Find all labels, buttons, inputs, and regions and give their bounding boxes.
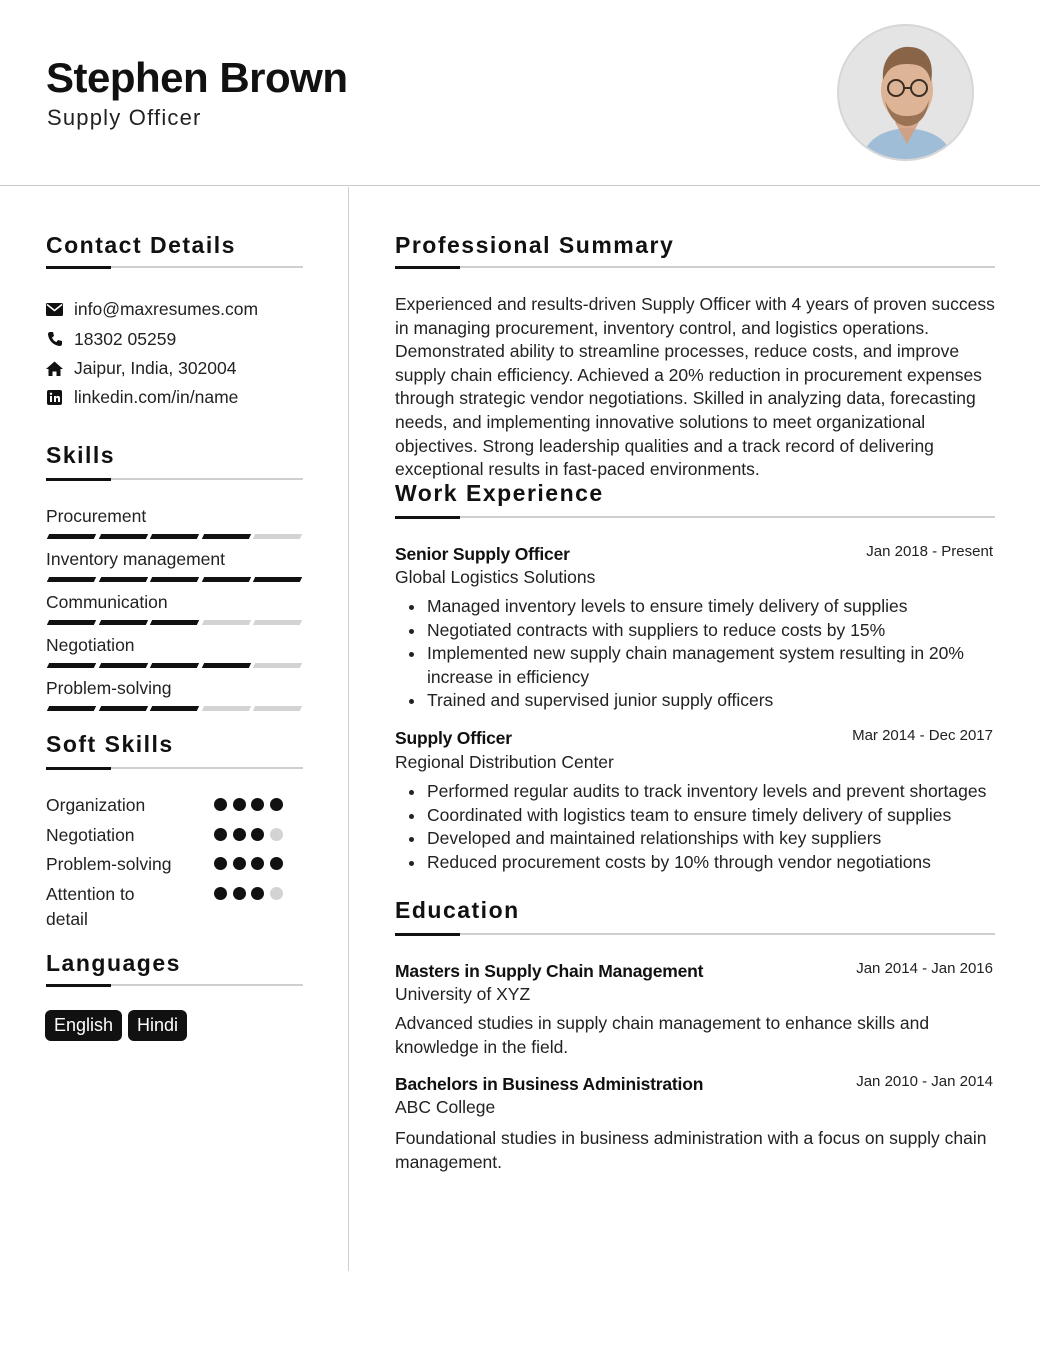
soft-skill-name: Problem-solving — [46, 854, 172, 874]
skill-segment-filled — [201, 534, 250, 539]
job-organization: Global Logistics Solutions — [395, 567, 596, 587]
languages-title: Languages — [46, 950, 181, 976]
rating-dot-empty — [270, 828, 283, 841]
soft-skills-section-heading — [46, 731, 303, 771]
rating-dot-filled — [270, 798, 283, 811]
rating-dot-filled — [233, 798, 246, 811]
skill-segment-filled — [98, 577, 147, 582]
skill-segment-filled — [47, 577, 96, 582]
candidate-name: Stephen Brown — [46, 54, 348, 101]
profile-photo — [837, 24, 974, 161]
section-rule-accent — [395, 933, 460, 936]
skill-segment-filled — [150, 534, 199, 539]
job-date: Mar 2014 - Dec 2017 — [852, 727, 993, 744]
summary-section-heading — [395, 232, 995, 272]
soft-skill-name: Organization — [46, 795, 146, 815]
skill-segment-filled — [98, 663, 147, 668]
degree-date: Jan 2010 - Jan 2014 — [856, 1073, 993, 1090]
rating-dot-filled — [251, 798, 264, 811]
skill-segment-empty — [201, 620, 250, 625]
skill-segment-filled — [98, 706, 147, 711]
job-organization: Regional Distribution Center — [395, 752, 614, 772]
linkedin-icon — [46, 389, 63, 406]
skill-level-bar — [46, 577, 302, 583]
rating-dot-filled — [214, 857, 227, 870]
contact-address-text: Jaipur, India, 302004 — [74, 357, 237, 378]
section-rule-accent — [395, 516, 460, 519]
job-title: Supply Officer — [395, 728, 512, 748]
skill-name: Communication — [46, 592, 168, 612]
school-name: University of XYZ — [395, 984, 531, 1004]
rating-dot-filled — [214, 798, 227, 811]
home-icon — [46, 360, 63, 377]
column-divider — [348, 187, 349, 1271]
rating-dot-filled — [233, 857, 246, 870]
soft-skills-title: Soft Skills — [46, 731, 174, 757]
language-badge: Hindi — [128, 1010, 187, 1041]
skill-level-bar — [46, 620, 302, 626]
rating-dot-empty — [270, 887, 283, 900]
job-bullets — [427, 595, 999, 713]
rating-dot-filled — [251, 857, 264, 870]
skill-name: Negotiation — [46, 635, 135, 655]
person-avatar-icon — [839, 26, 974, 161]
job-bullet: Developed and maintained relationships with key suppliers — [427, 827, 999, 851]
job-bullet: Trained and supervised junior supply officers — [427, 689, 999, 713]
skill-level-bar — [46, 706, 302, 712]
phone-icon — [46, 331, 63, 348]
skill-segment-empty — [201, 706, 250, 711]
contact-phone[interactable] — [46, 328, 176, 350]
degree-title: Masters in Supply Chain Management — [395, 961, 704, 981]
skill-level-bar — [46, 663, 302, 669]
skill-segment-filled — [150, 706, 199, 711]
section-rule-accent — [46, 767, 111, 770]
section-rule — [395, 933, 995, 935]
skill-segment-filled — [150, 620, 199, 625]
skill-name: Inventory management — [46, 549, 225, 569]
skill-segment-filled — [201, 663, 250, 668]
language-badge: English — [45, 1010, 122, 1041]
education-section-heading — [395, 897, 995, 937]
skill-segment-empty — [253, 663, 302, 668]
skill-segment-filled — [47, 620, 96, 625]
education-title: Education — [395, 897, 520, 923]
candidate-role: Supply Officer — [47, 105, 202, 130]
degree-date: Jan 2014 - Jan 2016 — [856, 960, 993, 977]
job-title: Senior Supply Officer — [395, 544, 570, 564]
skill-segment-filled — [47, 706, 96, 711]
contact-email[interactable] — [46, 298, 258, 320]
degree-title: Bachelors in Business Administration — [395, 1074, 704, 1094]
rating-dot-filled — [233, 887, 246, 900]
experience-section-heading — [395, 480, 995, 520]
rating-dot-filled — [233, 828, 246, 841]
job-bullet: Managed inventory levels to ensure timely delivery of supplies — [427, 595, 999, 619]
skills-title: Skills — [46, 442, 116, 468]
degree-description: Advanced studies in supply chain management to enhance skills and knowledge in the field. — [395, 1013, 930, 1057]
languages-section-heading — [46, 950, 303, 990]
job-bullets — [427, 780, 999, 874]
job-bullet: Reduced procurement costs by 10% through vendor negotiations — [427, 851, 999, 875]
contact-linkedin-text: linkedin.com/in/name — [74, 386, 239, 407]
section-rule-accent — [46, 984, 111, 987]
skill-level-bar — [46, 534, 302, 540]
skill-segment-filled — [150, 577, 199, 582]
soft-skill-name: Attention to detail — [46, 884, 135, 929]
skill-segment-empty — [253, 534, 302, 539]
resume-header — [0, 0, 1040, 186]
rating-dot-filled — [251, 887, 264, 900]
job-bullet: Implemented new supply chain management system resulting in 20% increase in efficiency — [427, 642, 999, 689]
rating-dot-filled — [214, 887, 227, 900]
skill-segment-filled — [150, 663, 199, 668]
contact-title: Contact Details — [46, 232, 236, 258]
rating-dot-filled — [214, 828, 227, 841]
skill-segment-filled — [47, 534, 96, 539]
contact-phone-text: 18302 05259 — [74, 328, 177, 349]
job-bullet: Negotiated contracts with suppliers to reduce costs by 15% — [427, 619, 999, 643]
contact-linkedin[interactable] — [46, 386, 238, 408]
section-rule-accent — [395, 266, 460, 269]
experience-title: Work Experience — [395, 480, 604, 506]
contact-email-text: info@maxresumes.com — [74, 298, 259, 319]
job-date: Jan 2018 - Present — [866, 543, 993, 560]
rating-dot-filled — [251, 828, 264, 841]
degree-description: Foundational studies in business administration with a focus on supply chain management. — [395, 1128, 987, 1172]
skill-segment-empty — [253, 706, 302, 711]
envelope-icon — [46, 301, 63, 318]
skill-segment-filled — [47, 663, 96, 668]
job-bullet: Coordinated with logistics team to ensure timely delivery of supplies — [427, 804, 999, 828]
rating-dot-filled — [270, 857, 283, 870]
skill-name: Procurement — [46, 506, 147, 526]
skill-segment-filled — [98, 620, 147, 625]
contact-section-heading — [46, 232, 303, 272]
skill-segment-filled — [98, 534, 147, 539]
section-rule-accent — [46, 266, 111, 269]
section-rule-accent — [46, 478, 111, 481]
summary-title: Professional Summary — [395, 232, 675, 258]
skill-segment-filled — [253, 577, 302, 582]
school-name: ABC College — [395, 1097, 496, 1117]
skill-name: Problem-solving — [46, 678, 172, 698]
section-rule — [395, 266, 995, 268]
contact-address — [46, 357, 237, 379]
soft-skill-name: Negotiation — [46, 825, 135, 845]
skill-segment-empty — [253, 620, 302, 625]
skills-section-heading — [46, 442, 303, 482]
section-rule — [395, 516, 995, 518]
summary-text: Experienced and results-driven Supply Officer with 4 years of proven success in managing procurement, inventory control, and logistics operations. Demonstrated ability to streamline processes, reduce costs, and improve supply chain efficiency. Achieved a 20% reduction in procurement expenses through strategic vendor negotiations. Skilled in analyzing data, forecasting needs, and implementing innovative solutions to meet organizational objectives. Strong leadership qualities and a track record of delivering exceptional results in fast-paced environments. — [395, 294, 995, 480]
job-bullet: Performed regular audits to track inventory levels and prevent shortages — [427, 780, 999, 804]
skill-segment-filled — [201, 577, 250, 582]
